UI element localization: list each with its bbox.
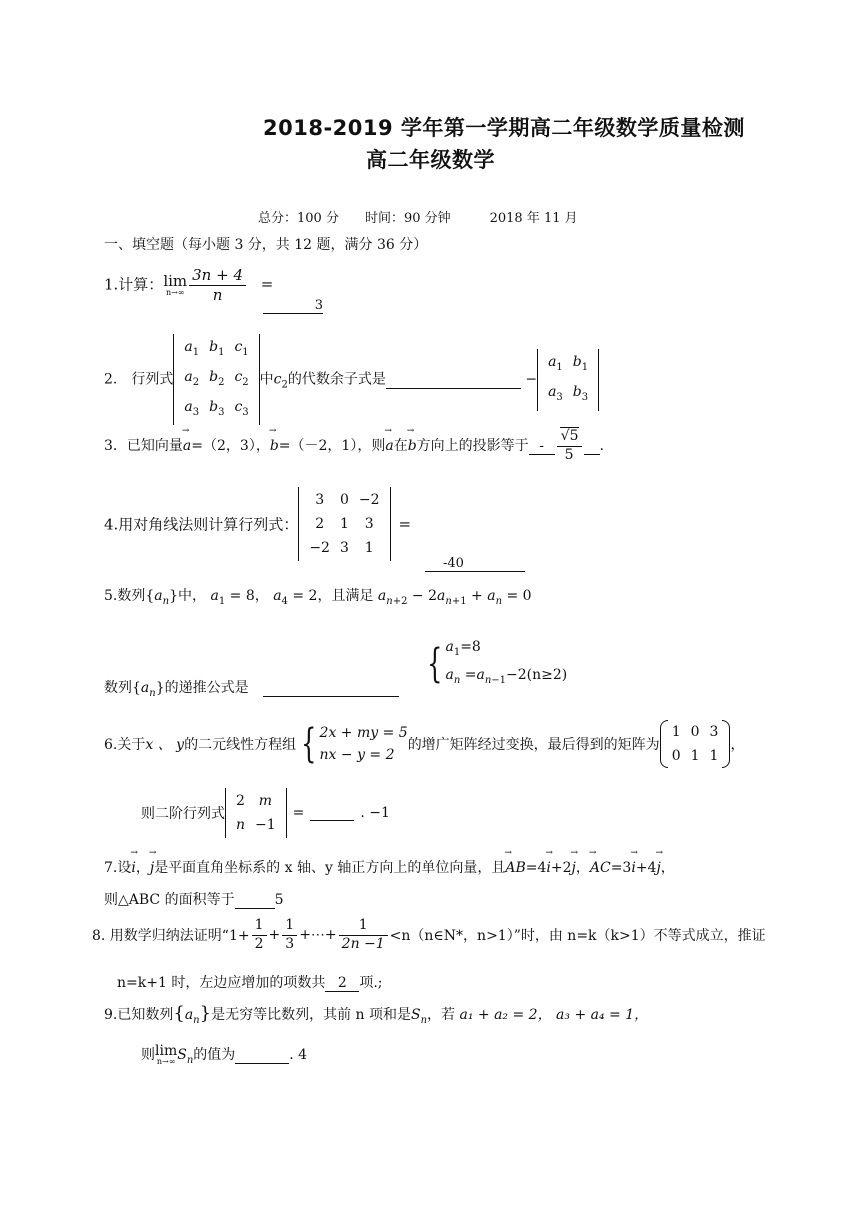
answer-3: $\frac{√5}{5}$ — [557, 428, 582, 464]
question-9: 9.已知数列$\{a_n\}$是无穷等比数列，其前 n 项和是$S_n$，若 a₁ + a₂ = 2， a₃ + a₄ = 1， — [104, 1003, 649, 1026]
limit-operator: lim n→∞ — [163, 271, 188, 297]
augmented-matrix: 1 0 3 0 1 1 — [660, 720, 731, 768]
answer-4: -40 — [425, 556, 525, 572]
section-heading: 一、填空题（每小题 3 分，共 12 题，满分 36 分） — [104, 237, 428, 253]
exam-subtitle: 高二年级数学 — [366, 148, 495, 172]
question-4: 4.用对角线法则计算行列式： 3 0 −2 2 1 3 −2 3 1 = — [104, 487, 411, 561]
exam-meta: 总分：100 分 时间：90 分钟 2018 年 11 月 — [258, 211, 578, 226]
answer-3-sign: - — [529, 439, 555, 455]
question-6: 6.关于x 、 y的二元线性方程组 { 2x + my = 5 nx − y = 2的增广矩阵经过变换，最后得到的矩阵为 1 0 3 0 1 1 ， — [104, 721, 745, 767]
answer-2: − — [525, 371, 538, 388]
answer-9: . 4 — [289, 1047, 308, 1063]
question-3: 3．已知向量→ a=（2，3），→ b=（－2，1），则→ a在→ b方向上的投影等于 - $\frac{√5}{5}$ . — [104, 428, 604, 464]
exam-title: 2018-2019 学年第一学期高二年级数学质量检测 — [263, 116, 745, 140]
question-2: 2. 行列式 $a_1$ $b_1$ $c_1$ $a_2$ $b_2$ $c_2$ $a_3$ $b_3$ $c_3$ 中$c_2$的代数余子式是 − $a_1$ $b_1$ $a_3$ $b_3$ — [104, 334, 599, 425]
question-6-line2: 则二阶行列式 2 m n −1 = . −1 — [141, 788, 390, 838]
determinant-3x3-numeric: 3 0 −2 2 1 3 −2 3 1 — [298, 487, 390, 561]
question-8: 8. 用数学归纳法证明“1+ $\frac{1}{2}$ + $\frac{1}{3}$ +⋯+ $\frac{1}{2n -1}$ <n（n∈N*，n>1）”时，由 n=k（k>1）不等式成立，推证 — [92, 917, 766, 952]
question-5: 5.数列$\{a_n\}$中， $a_1 = 8$， $a_4 = 2$，且满足 $a_{n+2} - 2a_{n+1} + a_n = 0$ — [104, 588, 532, 607]
fraction: $\frac{3n + 4}{n}$ — [189, 266, 246, 305]
answer-7: 5 — [274, 892, 284, 908]
question-5-line2: 数列$\{a_n\}$的递推公式是 — [104, 677, 399, 699]
question-7-line2: 则△ABC 的面积等于 5 — [104, 892, 284, 908]
question-8-line2: n=k+1 时，左边应增加的项数共 2 项.; — [117, 975, 383, 991]
determinant-2x2: $a_1$ $b_1$ $a_3$ $b_3$ — [537, 349, 599, 411]
determinant-2x2-q6: 2 m n −1 — [225, 788, 287, 838]
determinant-3x3: $a_1$ $b_1$ $c_1$ $a_2$ $b_2$ $c_2$ $a_3$ $b_3$ $c_3$ — [173, 334, 259, 425]
answer-1: 3 — [263, 298, 323, 314]
answer-6: . −1 — [360, 805, 390, 821]
question-9-line2: 则lim n→∞ $S_n$的值为 . 4 — [141, 1043, 308, 1066]
question-1: 1.计算：lim n→∞ $\frac{3n + 4}{n}$ = — [104, 266, 274, 304]
answer-5: { $a_1=8$ $a_n =a_{n-1}-2(n\ge 2)$ — [427, 639, 568, 687]
question-7: 7.设→ i，→ j是平面直角坐标系的 x 轴、y 轴正方向上的单位向量，且→ AB=4→ i+2→ j，→ AC=3→ i+4→ j， — [104, 857, 675, 877]
answer-8: 2 — [325, 976, 359, 992]
